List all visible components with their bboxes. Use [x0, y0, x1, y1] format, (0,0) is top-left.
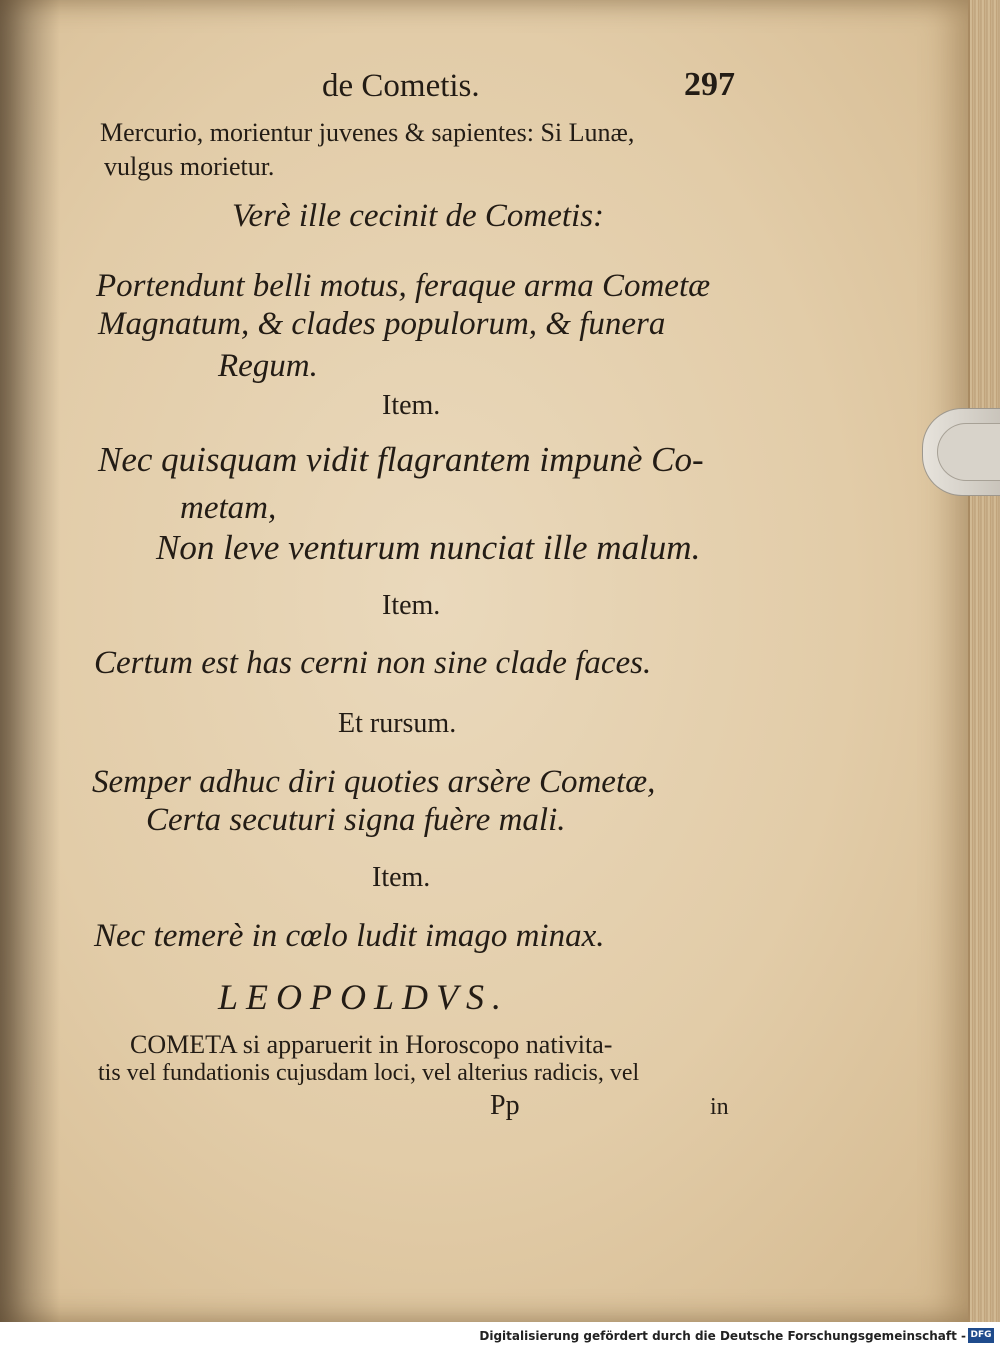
- verse-line: Portendunt belli motus, feraque arma Cometæ: [96, 268, 711, 304]
- verse-line: Regum.: [218, 348, 318, 384]
- dfg-logo: DFG: [968, 1328, 994, 1343]
- verse-line: Nec quisquam vidit flagrantem impunè Co-: [98, 440, 704, 479]
- verse-line: Magnatum, & clades populorum, & funera: [98, 306, 666, 342]
- verse-line: Certum est has cerni non sine clade faces.: [94, 645, 652, 681]
- text-line: Mercurio, morientur juvenes & sapientes: Si Lunæ,: [100, 118, 635, 147]
- signature-mark: Pp: [490, 1090, 520, 1121]
- text-line: vulgus morietur.: [104, 152, 275, 181]
- text-line: COMETA si apparuerit in Horoscopo nativita-: [130, 1030, 613, 1059]
- section-label: Item.: [382, 390, 441, 421]
- page-number: 297: [684, 66, 735, 103]
- text-line: Verè ille cecinit de Cometis:: [232, 198, 605, 234]
- page-clip: [922, 408, 1000, 496]
- verse-line: Non leve venturum nunciat ille malum.: [156, 528, 701, 567]
- text-line: tis vel fundationis cujusdam loci, vel alterius radicis, vel: [98, 1060, 640, 1086]
- section-label: Item.: [382, 590, 441, 621]
- catchword: in: [710, 1094, 729, 1120]
- verse-line: Semper adhuc diri quoties arsère Cometæ,: [92, 764, 656, 800]
- verse-line: Certa secuturi signa fuère mali.: [146, 802, 566, 838]
- verse-line: Nec temerè in cœlo ludit imago minax.: [94, 918, 605, 954]
- author-heading: LEOPOLDVS.: [218, 977, 510, 1017]
- verse-line: metam,: [180, 490, 277, 526]
- section-label: Item.: [372, 862, 431, 893]
- funding-credit: Digitalisierung gefördert durch die Deutsche Forschungsgemeinschaft -: [479, 1329, 966, 1343]
- section-label: Et rursum.: [338, 708, 457, 739]
- running-head: de Cometis.: [322, 68, 480, 104]
